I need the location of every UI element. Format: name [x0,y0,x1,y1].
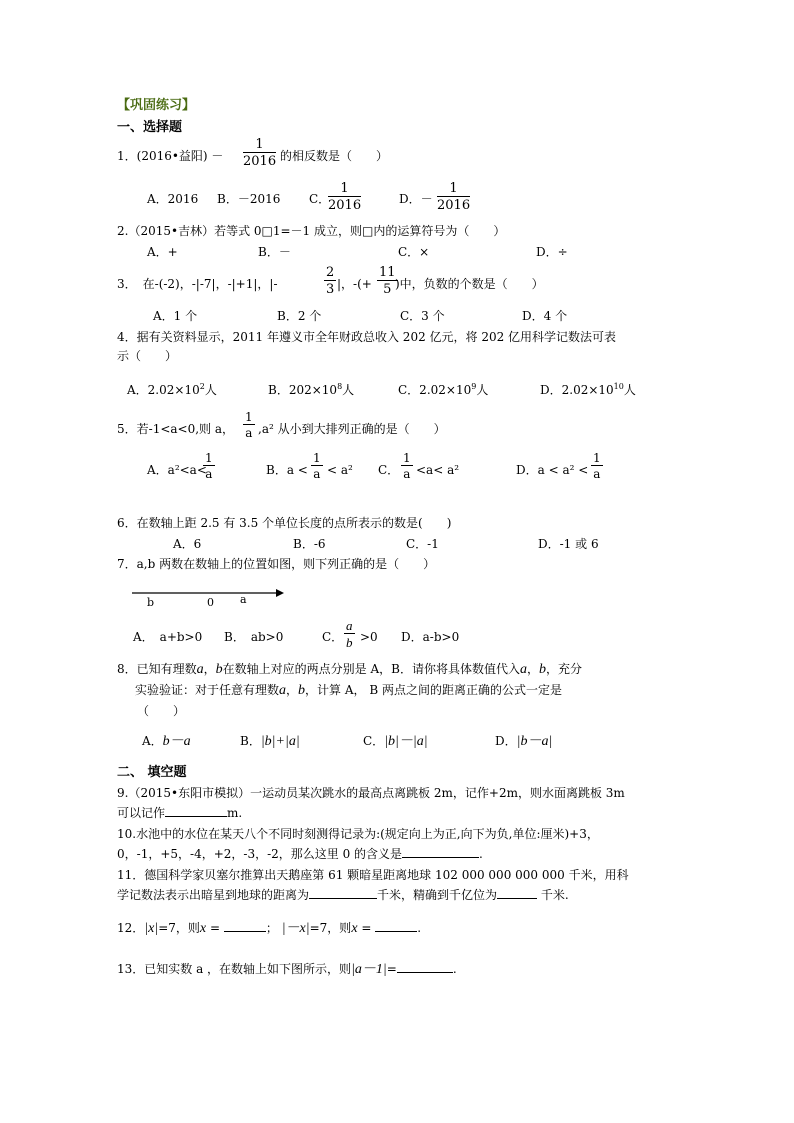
q6-stem: 6．在数轴上距 2.5 有 3.5 个单位长度的点所表示的数是( ) [117,516,452,530]
q8-var-a-2: a [519,662,527,677]
q8-line2-pre: 实验验证：对于任意有理数 [135,683,280,697]
q5-option-b-post: < a² [327,463,353,477]
q8-d-expr: |b－a| [516,734,553,749]
q5-d-frac-den: a [593,467,601,481]
q2-stem: 2.（2015•吉林）若等式 0□1=－1 成立，则□内的运算符号为（ ） [117,224,506,238]
number-line-arrow [276,589,284,597]
q1-stem-pre: 1．(2016•益阳) － [117,149,224,163]
q7-option-c-fraction [344,619,355,649]
q4-b-base: B．202×10 [268,383,338,397]
q1-frac-num: 1 [243,138,276,153]
q10-line2 [117,848,483,860]
q12-eq-7-2: =7，则 [309,921,352,935]
q4-d-unit: 人 [623,383,636,397]
q1-d-frac-den: 2016 [437,198,471,213]
q4-option-a [127,383,217,396]
q4-d-exp: 10 [613,382,624,391]
q8-option-d [495,735,552,749]
q5-option-a-fraction [203,452,215,480]
q12-answer-blank-1[interactable] [224,931,266,932]
q4-option-d [540,383,636,396]
q3-fraction-1 [324,266,336,296]
q13-end: . [452,962,457,976]
q8-var-a-3: a [279,683,287,698]
q7-option-a: A． a+b>0 [133,630,203,644]
q1-option-d-label: D．－ [399,192,433,206]
q8-line2-post: ，计算 A， B 两点之间的距离正确的公式一定是 [305,683,562,697]
q5-b-frac-num: 1 [313,451,321,465]
q1-frac-den: 2016 [243,154,277,169]
question-13 [117,963,457,977]
q3-frac1-num: 2 [326,265,335,280]
q1-option-c-fraction [328,182,361,212]
q2-option-d: D．÷ [536,245,568,259]
q3-stem-post: )中，负数的个数是（ ） [395,277,544,291]
q4-a-base: A．2.02×10 [127,383,200,397]
q5-option-d-fraction [591,452,603,480]
q4-c-base: C．2.02×10 [398,383,472,397]
q8-b-expr: |b|+|a| [260,734,300,749]
q5-option-b-pre: B．a < [266,463,308,477]
q13-expr: |a－1| [351,962,387,977]
q5-stem-pre: 5．若-1<a<0,则 a， [117,422,235,436]
q11-line1: 11．德国科学家贝塞尔推算出天鹅座第 61 颗暗星距离地球 102 000 000 000 000 千米，用科 [117,868,629,882]
q3-frac1-den: 3 [326,282,335,297]
q7-c-frac-num: a [346,618,353,633]
q7-option-b: B． ab>0 [224,630,284,644]
q1-option-c-label: C． [309,192,331,206]
q6-option-b: B．-6 [293,537,326,551]
q5-option-d-pre: D．a < a² < [516,463,589,477]
q9-answer-blank[interactable] [165,816,227,817]
number-line-label-a: a [240,593,247,606]
q9-line2-pre: 可以记作 [117,806,166,820]
q11-line2-pre: 学记数法表示出暗星到地球的距离为 [117,888,310,902]
section-choice-title: 一、选择题 [117,120,183,135]
q12-abs-neg-x: |－x| [281,921,310,936]
q6-option-a: A．6 [173,537,202,551]
q12-abs-x: |x| [144,921,159,936]
question-12 [117,922,421,936]
q4-b-exp: 8 [337,382,343,391]
q3-option-c: C．3 个 [400,309,445,323]
number-line-label-0: 0 [207,596,214,609]
q8-comma-2: ， [526,662,539,676]
q10-line2-pre: 0，-1，+5，-4，+2，-3，-2，那么这里 0 的含义是 [117,847,403,861]
q8-option-b [240,735,300,749]
q4-stem-line1: 4．据有关资料显示，2011 年遵义市全年财政总收入 202 亿元，将 202 亿用科学记数法可表 [117,330,617,344]
section-fill-title: 二、 填空题 [117,765,187,780]
q3-option-d: D．4 个 [522,309,568,323]
q11-distance-blank[interactable] [309,898,377,899]
q12-eq-7: =7，则 [158,921,200,935]
q8-var-b-3: b [298,683,306,698]
q5-option-b-fraction [311,452,323,480]
q9-line1: 9.（2015•东阳市模拟）一运动员某次跳水的最高点离跳板 2m，记作+2m，则水面离跳板 3m [117,786,625,800]
q1-option-b: B．－2016 [217,192,281,206]
q5-option-c-fraction [401,452,413,480]
q1-d-frac-num: 1 [437,182,470,197]
q1-fraction [243,138,276,168]
q3-stem-pre: 3． 在-(-2)，-|-7|，-|+1|，|- [117,277,278,291]
q8-a-label: A． [142,734,163,748]
q5-c-frac-den: a [403,467,411,481]
q1-c-frac-num: 1 [328,182,361,197]
q10-answer-blank[interactable] [402,857,479,858]
number-line-label-b: b [147,596,155,609]
q5-a-frac-den: a [205,467,213,481]
q1-stem-post: 的相反数是（ ） [280,149,389,163]
q8-a-expr: b－a [162,734,191,749]
q5-b-frac-den: a [313,467,321,481]
q1-option-d-fraction [437,182,470,212]
q3-option-a: A．1 个 [153,309,198,323]
q12-answer-blank-2[interactable] [375,931,417,932]
q5-option-a-text: A．a²<a< [147,463,207,477]
q9-line2-post: m. [227,806,243,820]
q4-c-unit: 人 [476,383,489,397]
q13-equals: = [386,962,397,976]
q10-line1: 10.水池中的水位在某天八个不同时刻测得记录为:(规定向上为正,向下为负,单位:厘米)+3， [117,827,599,841]
q8-line1 [117,663,582,677]
q8-option-a [142,735,191,749]
q12-equals: = [209,921,221,935]
q12-equals-2: = [361,921,372,935]
q4-a-unit: 人 [204,383,217,397]
q5-stem-fraction [243,411,255,439]
q13-answer-blank[interactable] [397,972,453,973]
q5-frac-num: 1 [245,410,253,424]
q4-c-exp: 9 [471,382,477,391]
q2-option-c: C．× [398,245,430,259]
q5-stem-post: ,a² 从小到大排列正确的是（ ） [258,422,446,436]
q4-a-exp: 2 [199,382,205,391]
q1-option-a: A．2016 [147,192,199,206]
q12-semicolon: ； [265,921,278,935]
q4-option-c [398,383,488,396]
q4-d-base: D．2.02×10 [540,383,614,397]
q8-line1-pre: 8．已知有理数 [117,662,197,676]
q8-var-b: b [215,662,223,677]
q7-c-frac-den: b [346,635,353,650]
q6-option-c: C．-1 [406,537,439,551]
q3-frac2-den: 5 [383,282,392,297]
q1-c-frac-den: 2016 [328,198,362,213]
q11-line2-mid: 千米，精确到千亿位为 [377,888,498,902]
q8-c-label: C． [363,734,385,748]
q12-var-x: x [199,921,207,936]
q11-line2-post: 千米. [540,888,569,902]
q5-d-frac-num: 1 [593,451,601,465]
q8-c-expr: |b|－|a| [384,734,428,749]
q8-var-a: a [196,662,204,677]
q11-rounded-blank[interactable] [497,898,537,899]
q2-option-b: B．－ [258,245,291,259]
q4-b-unit: 人 [342,383,355,397]
q8-d-label: D． [495,734,517,748]
q7-option-c-post: >0 [360,630,378,644]
q8-b-label: B． [240,734,261,748]
q2-option-a: A．+ [147,245,178,259]
q11-line2 [117,889,569,901]
q3-frac2-num: 11 [379,265,396,280]
q5-option-c-post: <a< a² [416,463,460,477]
q5-a-frac-num: 1 [205,451,213,465]
q8-option-c [363,735,428,749]
q5-c-frac-num: 1 [403,451,411,465]
q5-option-c-pre: C． [378,463,400,477]
q8-line2 [135,684,562,698]
q7-option-d: D．a-b>0 [401,630,460,644]
q8-var-b-2: b [538,662,546,677]
q12-end: . [417,921,422,935]
q5-frac-den: a [245,426,253,440]
exercise-title: 【巩固练习】 [117,98,196,113]
q10-line2-post: . [479,847,483,861]
q12-pre: 12． [117,921,145,935]
q4-stem-line2: 示（ ） [117,349,178,363]
q12-var-x-2: x [351,921,358,936]
q8-line1-post: ，充分 [545,662,582,676]
q6-option-d: D．-1 或 6 [538,537,599,551]
q3-stem-mid: |，-(+ [337,277,372,291]
q4-option-b [268,383,354,396]
q8-line3: （ ） [137,704,186,718]
q13-pre: 13．已知实数 a ，在数轴上如下图所示，则 [117,962,352,976]
q7-stem: 7．a,b 两数在数轴上的位置如图，则下列正确的是（ ） [117,557,436,571]
q8-comma-3: ， [286,683,299,697]
q3-option-b: B．2 个 [277,309,322,323]
q8-line1-mid: 在数轴上对应的两点分别是 A，B．请你将具体数值代入 [222,662,520,676]
q8-comma: ， [203,662,216,676]
q9-line2 [117,807,242,819]
q7-option-c-label: C． [322,630,344,644]
